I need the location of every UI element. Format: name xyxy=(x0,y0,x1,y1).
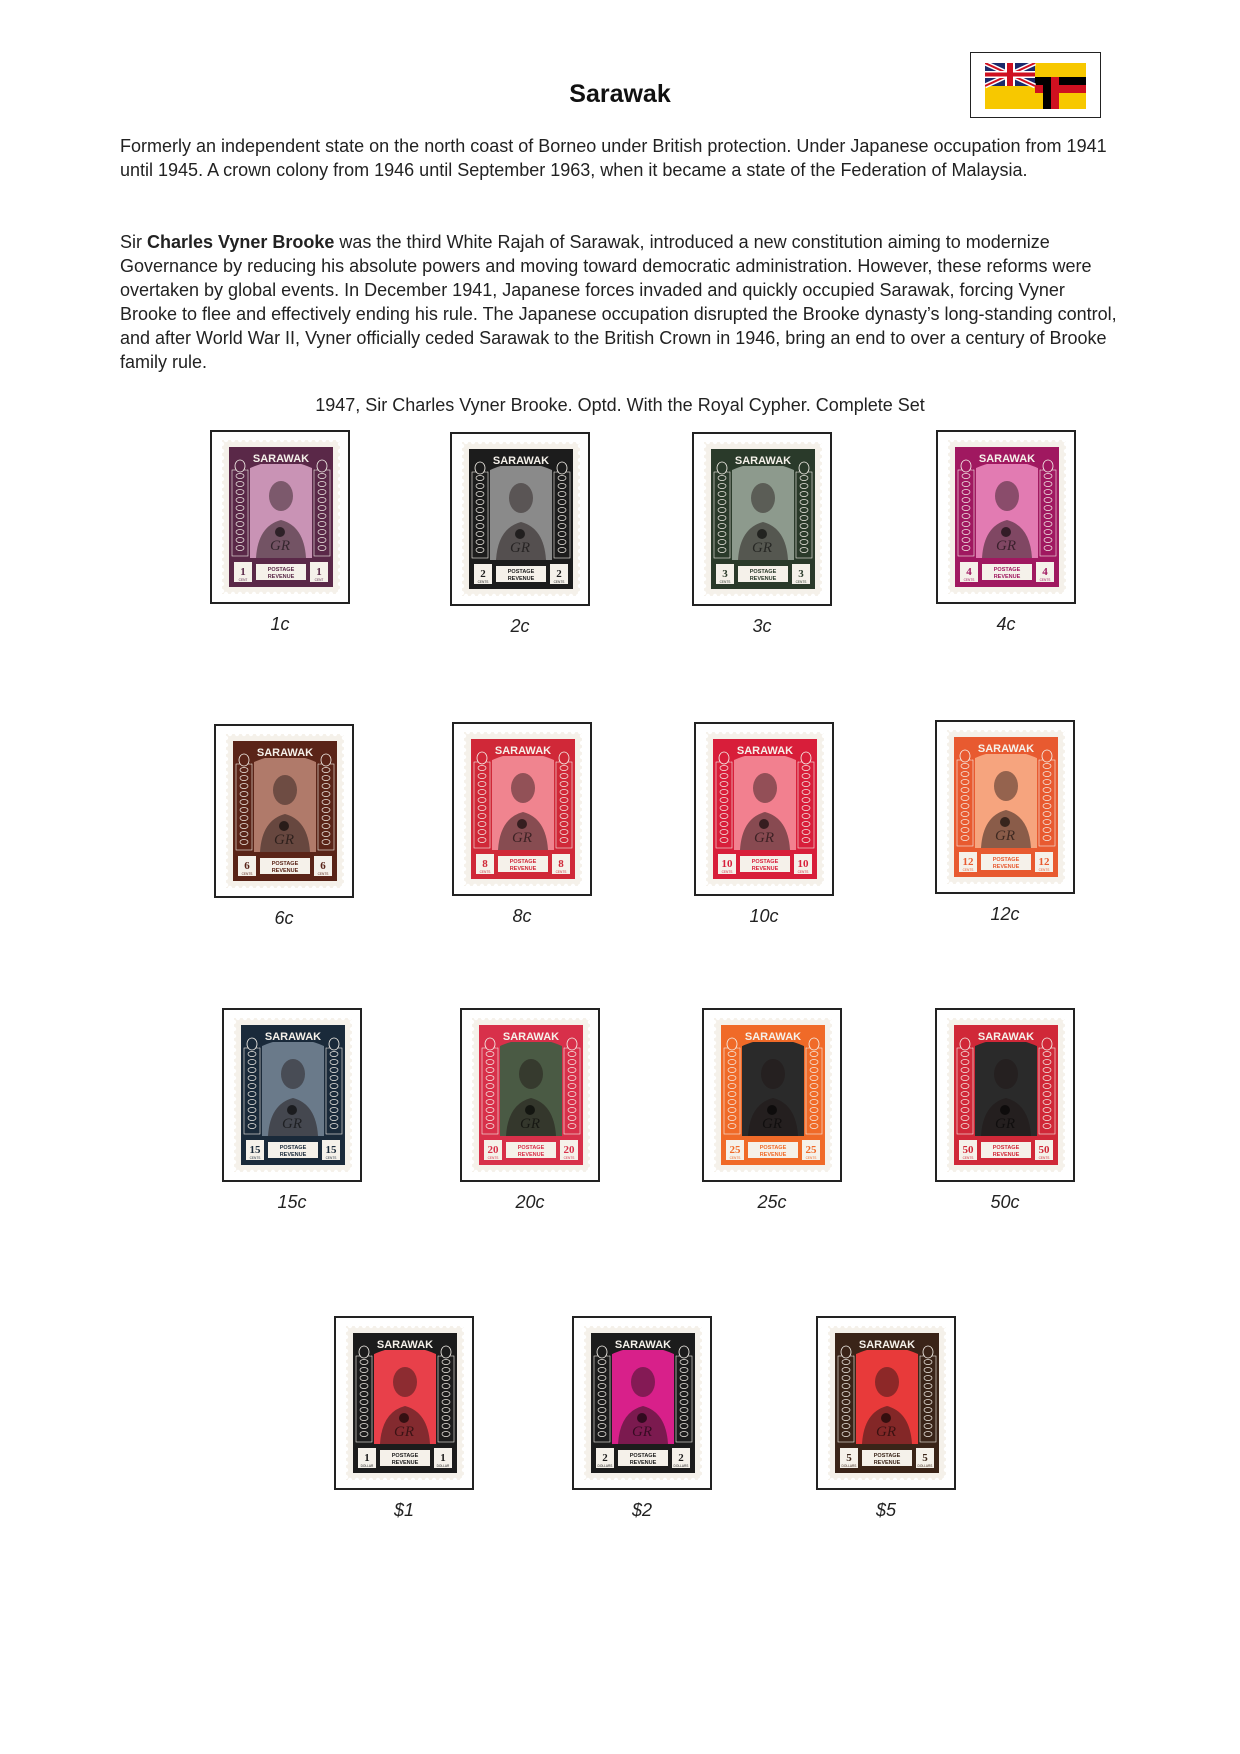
svg-text:POSTAGE: POSTAGE xyxy=(749,569,777,575)
svg-text:6: 6 xyxy=(244,860,250,872)
svg-text:CENTS: CENTS xyxy=(555,870,567,874)
page-title: Sarawak xyxy=(569,80,671,108)
svg-text:SARAWAK: SARAWAK xyxy=(977,743,1035,755)
svg-text:CENTS: CENTS xyxy=(553,580,565,584)
svg-text:CENTS: CENTS xyxy=(479,870,491,874)
stamp-mount xyxy=(694,722,834,896)
svg-text:CENTS: CENTS xyxy=(1039,578,1051,582)
svg-text:25: 25 xyxy=(729,1144,741,1156)
stamp-denomination-label: 8c xyxy=(512,906,532,926)
svg-text:15: 15 xyxy=(249,1144,261,1156)
stamp-image xyxy=(464,732,582,886)
svg-text:SARAWAK: SARAWAK xyxy=(492,455,550,467)
stamp-mount xyxy=(460,1008,600,1182)
svg-text:SARAWAK: SARAWAK xyxy=(494,745,552,757)
svg-text:REVENUE: REVENUE xyxy=(993,574,1021,580)
svg-text:REVENUE: REVENUE xyxy=(509,866,537,872)
intro-paragraph: Formerly an independent state on the north coast of Borneo under British protection. Under Japanese occupation from 1941 until 1945. A crown colony from 1946 until September 1963, when it became a state of the Federation of Malaysia. xyxy=(120,136,1107,180)
svg-text:6: 6 xyxy=(320,860,326,872)
svg-text:8: 8 xyxy=(482,858,488,870)
bio-prefix: Sir xyxy=(120,232,147,252)
svg-text:POSTAGE: POSTAGE xyxy=(873,1453,901,1459)
svg-text:DOLLARS: DOLLARS xyxy=(597,1464,613,1468)
svg-text:5: 5 xyxy=(846,1452,852,1464)
svg-text:SARAWAK: SARAWAK xyxy=(252,453,310,465)
svg-text:CENTS: CENTS xyxy=(795,580,807,584)
bio-paragraph xyxy=(120,230,1125,374)
stamp-denomination-label: 25c xyxy=(757,1192,787,1212)
svg-text:POSTAGE: POSTAGE xyxy=(271,861,299,867)
stamp-image xyxy=(462,442,580,596)
svg-text:DOLLAR: DOLLAR xyxy=(360,1464,374,1468)
svg-text:REVENUE: REVENUE xyxy=(391,1460,419,1466)
stamp-mount xyxy=(450,432,590,606)
svg-text:REVENUE: REVENUE xyxy=(507,576,535,582)
svg-text:REVENUE: REVENUE xyxy=(629,1460,657,1466)
svg-text:CENTS: CENTS xyxy=(805,1156,817,1160)
svg-text:CENTS: CENTS xyxy=(963,578,975,582)
svg-text:CENTS: CENTS xyxy=(1038,1156,1050,1160)
stamp-mount xyxy=(572,1316,712,1490)
bio-text: was the third White Rajah of Sarawak, introduced a new constitution aiming to modernize Governance by reducing his absolute powers and moving toward democratic administration. However, these reforms were overtaken by global events. In December 1941, Japanese forces invaded and quickly occupied Sarawak, forcing Vyner Brooke to flee and effectively ending his rule. The Japanese occupation disrupted the Brooke dynasty’s long-standing control, and after World War II, Vyner officially ceded Sarawak to the British Crown in 1946, bring an end to over a century of Brooke family rule. xyxy=(120,232,1117,372)
stamp-image xyxy=(948,440,1066,594)
svg-text:CENTS: CENTS xyxy=(962,1156,974,1160)
svg-text:GR: GR xyxy=(754,830,774,846)
svg-text:CENTS: CENTS xyxy=(487,1156,499,1160)
stamp-mount xyxy=(210,430,350,604)
stamp-denomination-label: 4c xyxy=(996,614,1016,634)
svg-text:POSTAGE: POSTAGE xyxy=(507,569,535,575)
svg-text:10: 10 xyxy=(721,858,733,870)
stamp-image xyxy=(947,1018,1065,1172)
svg-text:REVENUE: REVENUE xyxy=(992,864,1020,870)
svg-text:POSTAGE: POSTAGE xyxy=(267,567,295,573)
svg-text:50: 50 xyxy=(1038,1144,1050,1156)
stamp-mount xyxy=(452,722,592,896)
set-caption: 1947, Sir Charles Vyner Brooke. Optd. With the Royal Cypher. Complete Set xyxy=(315,395,925,415)
stamp-denomination-label: 50c xyxy=(990,1192,1020,1212)
svg-text:POSTAGE: POSTAGE xyxy=(629,1453,657,1459)
svg-text:SARAWAK: SARAWAK xyxy=(256,747,314,759)
svg-text:DOLLARS: DOLLARS xyxy=(917,1464,933,1468)
stamp-image xyxy=(234,1018,352,1172)
svg-text:GR: GR xyxy=(270,538,290,554)
stamp-denomination-label: 6c xyxy=(274,908,294,928)
svg-text:2: 2 xyxy=(602,1452,608,1464)
svg-text:CENTS: CENTS xyxy=(729,1156,741,1160)
svg-text:CENTS: CENTS xyxy=(241,872,253,876)
stamp-image xyxy=(226,734,344,888)
stamp-image xyxy=(706,732,824,886)
svg-text:GR: GR xyxy=(510,540,530,556)
stamp-image xyxy=(346,1326,464,1480)
svg-text:3: 3 xyxy=(722,568,728,580)
stamp-image xyxy=(828,1326,946,1480)
svg-text:2: 2 xyxy=(480,568,486,580)
svg-text:DOLLARS: DOLLARS xyxy=(841,1464,857,1468)
svg-text:1: 1 xyxy=(316,566,322,578)
svg-text:POSTAGE: POSTAGE xyxy=(992,1145,1020,1151)
stamp-image xyxy=(222,440,340,594)
svg-text:POSTAGE: POSTAGE xyxy=(751,859,779,865)
svg-text:DOLLAR: DOLLAR xyxy=(436,1464,450,1468)
stamp-mount xyxy=(334,1316,474,1490)
svg-text:12: 12 xyxy=(1038,856,1050,868)
svg-text:2: 2 xyxy=(556,568,562,580)
stamp-mount xyxy=(214,724,354,898)
svg-text:POSTAGE: POSTAGE xyxy=(279,1145,307,1151)
svg-text:SARAWAK: SARAWAK xyxy=(734,455,792,467)
svg-text:DOLLARS: DOLLARS xyxy=(673,1464,689,1468)
stamp-denomination-label: $5 xyxy=(875,1500,897,1520)
stamp-denomination-label: 15c xyxy=(277,1192,307,1212)
stamp-image xyxy=(584,1326,702,1480)
svg-text:GR: GR xyxy=(512,830,532,846)
svg-text:CENTS: CENTS xyxy=(1038,868,1050,872)
stamp-denomination-label: 10c xyxy=(749,906,779,926)
svg-text:GR: GR xyxy=(394,1424,414,1440)
stamp-mount xyxy=(935,720,1075,894)
svg-text:POSTAGE: POSTAGE xyxy=(993,567,1021,573)
svg-text:4: 4 xyxy=(1042,566,1048,578)
stamp-denomination-label: 12c xyxy=(990,904,1020,924)
svg-text:CENTS: CENTS xyxy=(325,1156,337,1160)
stamp-denomination-label: $2 xyxy=(631,1500,653,1520)
svg-text:CENTS: CENTS xyxy=(563,1156,575,1160)
svg-text:CENTS: CENTS xyxy=(962,868,974,872)
svg-text:4: 4 xyxy=(966,566,972,578)
stamp-denomination-label: 2c xyxy=(510,616,530,636)
svg-text:20: 20 xyxy=(563,1144,575,1156)
svg-text:POSTAGE: POSTAGE xyxy=(759,1145,787,1151)
svg-text:POSTAGE: POSTAGE xyxy=(391,1453,419,1459)
svg-text:SARAWAK: SARAWAK xyxy=(736,745,794,757)
svg-text:GR: GR xyxy=(274,832,294,848)
svg-text:GR: GR xyxy=(520,1116,540,1132)
svg-text:12: 12 xyxy=(962,856,974,868)
bio-name: Charles Vyner Brooke xyxy=(147,232,335,252)
svg-text:SARAWAK: SARAWAK xyxy=(264,1031,322,1043)
svg-text:SARAWAK: SARAWAK xyxy=(502,1031,560,1043)
svg-text:SARAWAK: SARAWAK xyxy=(376,1339,434,1351)
svg-text:POSTAGE: POSTAGE xyxy=(517,1145,545,1151)
stamp-denomination-label: 20c xyxy=(515,1192,545,1212)
svg-text:REVENUE: REVENUE xyxy=(751,866,779,872)
svg-text:1: 1 xyxy=(364,1452,370,1464)
svg-text:GR: GR xyxy=(762,1116,782,1132)
svg-text:GR: GR xyxy=(876,1424,896,1440)
svg-text:GR: GR xyxy=(282,1116,302,1132)
svg-text:CENTS: CENTS xyxy=(719,580,731,584)
svg-text:SARAWAK: SARAWAK xyxy=(614,1339,672,1351)
svg-text:REVENUE: REVENUE xyxy=(267,574,295,580)
stamp-mount xyxy=(935,1008,1075,1182)
svg-text:CENTS: CENTS xyxy=(797,870,809,874)
svg-text:25: 25 xyxy=(805,1144,817,1156)
svg-text:5: 5 xyxy=(922,1452,928,1464)
svg-text:POSTAGE: POSTAGE xyxy=(509,859,537,865)
svg-text:SARAWAK: SARAWAK xyxy=(858,1339,916,1351)
svg-text:REVENUE: REVENUE xyxy=(749,576,777,582)
stamp-denomination-label: $1 xyxy=(393,1500,415,1520)
svg-text:CENTS: CENTS xyxy=(249,1156,261,1160)
svg-text:REVENUE: REVENUE xyxy=(517,1152,545,1158)
stamp-mount xyxy=(702,1008,842,1182)
svg-text:CENTS: CENTS xyxy=(317,872,329,876)
svg-text:REVENUE: REVENUE xyxy=(279,1152,307,1158)
svg-text:1: 1 xyxy=(240,566,246,578)
svg-text:15: 15 xyxy=(325,1144,337,1156)
svg-text:CENTS: CENTS xyxy=(721,870,733,874)
svg-text:10: 10 xyxy=(797,858,809,870)
stamp-image xyxy=(947,730,1065,884)
stamp-image xyxy=(714,1018,832,1172)
stamp-mount xyxy=(816,1316,956,1490)
svg-text:REVENUE: REVENUE xyxy=(992,1152,1020,1158)
svg-text:REVENUE: REVENUE xyxy=(873,1460,901,1466)
svg-text:CENTS: CENTS xyxy=(477,580,489,584)
svg-text:GR: GR xyxy=(995,828,1015,844)
svg-text:3: 3 xyxy=(798,568,804,580)
svg-text:SARAWAK: SARAWAK xyxy=(978,453,1036,465)
svg-text:REVENUE: REVENUE xyxy=(759,1152,787,1158)
svg-text:GR: GR xyxy=(996,538,1016,554)
svg-text:GR: GR xyxy=(995,1116,1015,1132)
svg-text:REVENUE: REVENUE xyxy=(271,868,299,874)
svg-text:POSTAGE: POSTAGE xyxy=(992,857,1020,863)
stamp-denomination-label: 3c xyxy=(752,616,772,636)
stamp-denomination-label: 1c xyxy=(270,614,290,634)
sarawak-flag-icon xyxy=(985,63,1086,109)
stamp-mount xyxy=(692,432,832,606)
svg-text:SARAWAK: SARAWAK xyxy=(977,1031,1035,1043)
svg-text:8: 8 xyxy=(558,858,564,870)
svg-text:SARAWAK: SARAWAK xyxy=(744,1031,802,1043)
svg-text:CENT: CENT xyxy=(238,578,248,582)
stamp-mount xyxy=(936,430,1076,604)
svg-text:CENT: CENT xyxy=(314,578,324,582)
svg-text:20: 20 xyxy=(487,1144,499,1156)
svg-text:GR: GR xyxy=(752,540,772,556)
svg-text:2: 2 xyxy=(678,1452,684,1464)
svg-text:50: 50 xyxy=(962,1144,974,1156)
flag-mount xyxy=(970,52,1101,118)
svg-text:GR: GR xyxy=(632,1424,652,1440)
svg-text:1: 1 xyxy=(440,1452,446,1464)
stamp-image xyxy=(472,1018,590,1172)
stamp-mount xyxy=(222,1008,362,1182)
stamp-image xyxy=(704,442,822,596)
